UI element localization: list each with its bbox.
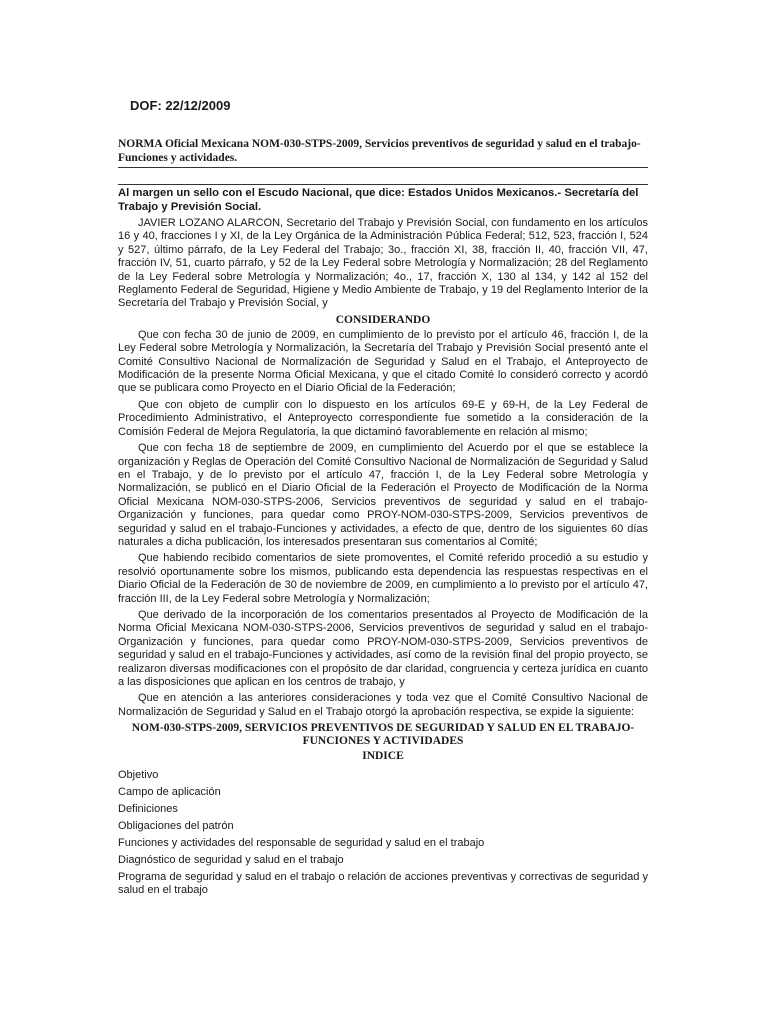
indice-heading: INDICE xyxy=(362,750,404,763)
considerando-paragraph: Que con fecha 18 de septiembre de 2009, en cumplimiento del Acuerdo por el que se establece la organización y Reglas de Operación del Comité Consultivo Nacional de Normalización de Seguridad y Salud en el Trabajo, y de lo previsto por el artículo 47, fracción I, de la Ley Federal sobre Metrología y Normalización, se publicó en el Diario Oficial de la Federación el Proyecto de Modificación de la Norma Oficial Mexicana NOM-030-STPS-2006, Servicios preventivos de seguridad y salud en el trabajo-Organización y funciones, para quedar como PROY-NOM-030-STPS-2009, Servicios preventivos de seguridad y salud en el trabajo-Funciones y actividades, a efecto de que, dentro de los siguientes 60 días naturales a dicha publicación, los interesados presentaran sus comentarios al Comité; xyxy=(118,442,648,548)
considerando-paragraph: Que en atención a las anteriores consideraciones y toda vez que el Comité Consultivo Nacional de Normalización de Seguridad y Salud en el Trabajo otorgó la aprobación respectiva, se expide la siguiente: xyxy=(118,692,648,718)
nom-heading: NOM-030-STPS-2009, SERVICIOS PREVENTIVOS DE SEGURIDAD Y SALUD EN EL TRABAJO-FUNCIONES Y ACTIVIDADES xyxy=(131,722,635,748)
index-item: Funciones y actividades del responsable de seguridad y salud en el trabajo xyxy=(118,836,485,849)
index-item: Campo de aplicación xyxy=(118,786,221,799)
dof-date: DOF: 22/12/2009 xyxy=(130,98,231,113)
considerando-heading: CONSIDERANDO xyxy=(335,313,431,326)
index-item: Definiciones xyxy=(118,803,178,816)
index-item: Objetivo xyxy=(118,769,159,782)
considerando-paragraph: Que habiendo recibido comentarios de siete promoventes, el Comité referido procedió a su estudio y resolvió oportunamente sobre los mismos, publicando esta dependencia las respuestas respectivas en el Diario Oficial de la Federación de 30 de noviembre de 2009, en cumplimiento a lo previsto por el artículo 47, fracción III, de la Ley Federal sobre Metrología y Normalización; xyxy=(118,552,648,605)
index-item: Diagnóstico de seguridad y salud en el trabajo xyxy=(118,853,344,866)
index-item: Programa de seguridad y salud en el trabajo o relación de acciones preventivas y correctivas de seguridad y salud en el trabajo xyxy=(118,870,648,897)
document-body xyxy=(118,184,648,901)
intro-paragraph: JAVIER LOZANO ALARCON, Secretario del Trabajo y Previsión Social, con fundamento en los artículos 16 y 40, fracciones I y XI, de la Ley Orgánica de la Administración Pública Federal; 512, 523, fracción I, 524 y 527, último párrafo, de la Ley Federal del Trabajo; 3o., fracción XI, 38, fracción II, 40, fracción VII, 47, fracción IV, 51, cuarto párrafo, y 52 de la Ley Federal sobre Metrología y Normalización; 28 del Reglamento de la Ley Federal sobre Metrología y Normalización; 4o., 17, fracción X, 130 al 134, y 142 al 152 del Reglamento Federal de Seguridad, Higiene y Medio Ambiente de Trabajo, y 19 del Reglamento Interior de la Secretaría del Trabajo y Previsión Social, y xyxy=(118,217,648,310)
norma-title: NORMA Oficial Mexicana NOM-030-STPS-2009, Servicios preventivos de seguridad y salud en el trabajo-Funciones y actividades. xyxy=(118,137,648,168)
margen-note: Al margen un sello con el Escudo Nacional, que dice: Estados Unidos Mexicanos.- Secretaría del Trabajo y Previsión Social. xyxy=(118,184,648,214)
index-list xyxy=(118,769,648,897)
considerando-paragraph: Que con fecha 30 de junio de 2009, en cumplimiento de lo previsto por el artículo 46, fracción I, de la Ley Federal sobre Metrología y Normalización, la Secretaría del Trabajo y Previsión Social presentó ante el Comité Consultivo Nacional de Normalización de Seguridad y Salud en el Trabajo, el Anteproyecto de Modificación de la presente Norma Oficial Mexicana, y que el citado Comité lo consideró correcto y acordó que se publicara como Proyecto en el Diario Oficial de la Federación; xyxy=(118,328,648,395)
index-item: Obligaciones del patrón xyxy=(118,819,234,832)
considerando-paragraph: Que con objeto de cumplir con lo dispuesto en los artículos 69-E y 69-H, de la Ley Federal de Procedimiento Administrativo, el Anteproyecto correspondiente fue sometido a la consideración de la Comisión Federal de Mejora Regulatoria, la que dictaminó favorablemente en relación al mismo; xyxy=(118,398,648,438)
considerando-paragraph: Que derivado de la incorporación de los comentarios presentados al Proyecto de Modificación de la Norma Oficial Mexicana NOM-030-STPS-2006, Servicios preventivos de seguridad y salud en el trabajo-Organización y funciones, para quedar como PROY-NOM-030-STPS-2009, Servicios preventivos de seguridad y salud en el trabajo-Funciones y actividades, así como de la revisión final del propio proyecto, se realizaron diversas modificaciones con el propósito de dar claridad, congruencia y certeza jurídica en cuanto a las disposiciones que aplican en los centros de trabajo, y xyxy=(118,608,648,688)
